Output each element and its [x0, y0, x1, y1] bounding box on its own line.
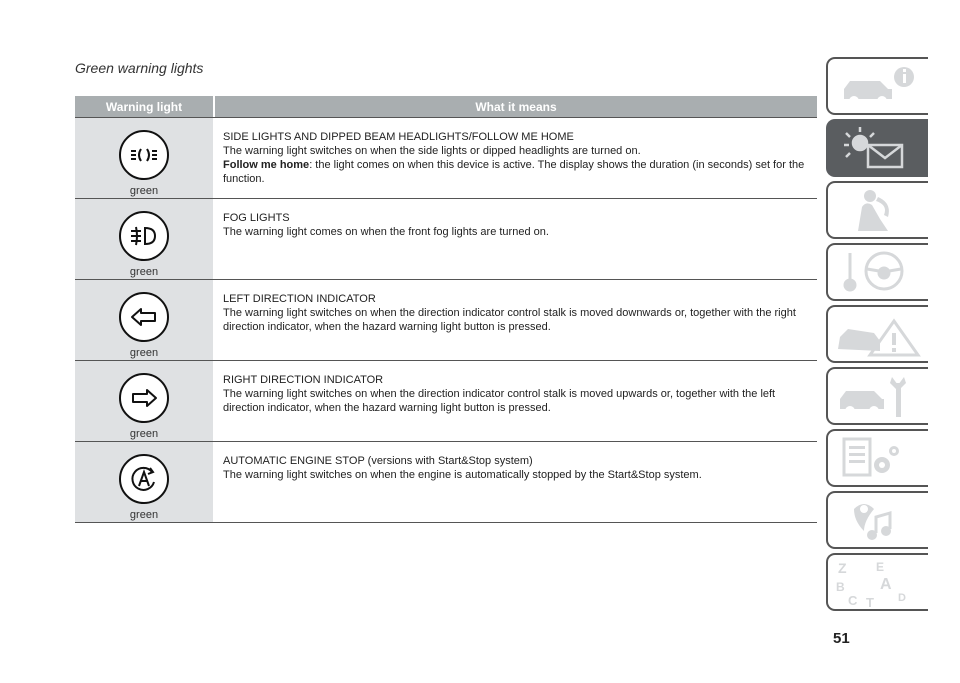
color-label: green [129, 266, 159, 278]
section-title: Green warning lights [75, 60, 204, 76]
multimedia-icon [834, 497, 924, 545]
side-lights-icon [119, 130, 169, 180]
warning-light-cell [75, 118, 213, 198]
safety-seat-icon [834, 187, 924, 235]
row-text: The warning light switches on when the direction indicator control stalk is moved downwards or, together with the right direction indicator, when the hazard warning light button is pressed. [223, 307, 796, 333]
warning-light-cell [75, 361, 213, 441]
warning-lights-table [75, 96, 817, 523]
auto-stop-icon [119, 454, 169, 504]
description-cell [213, 361, 817, 441]
table-row [75, 442, 817, 523]
svg-text:B: B [836, 580, 845, 594]
car-maintenance-icon [834, 373, 924, 421]
car-emergency-icon [834, 311, 924, 359]
tab-warning-lights[interactable] [826, 119, 928, 177]
svg-text:E: E [876, 560, 885, 574]
car-info-icon [834, 63, 924, 111]
table-row [75, 117, 817, 199]
technical-data-icon [834, 435, 924, 483]
tab-safety[interactable] [826, 181, 928, 239]
svg-text:Z: Z [838, 560, 847, 576]
color-label: green [129, 428, 159, 440]
row-title: FOG LIGHTS [223, 212, 290, 224]
warning-light-cell [75, 442, 213, 522]
fog-lights-icon [119, 211, 169, 261]
table-row [75, 280, 817, 361]
warning-light-cell [75, 280, 213, 360]
description-cell [213, 280, 817, 360]
warning-light-message-icon [834, 125, 924, 173]
key-steering-wheel-icon [834, 249, 924, 297]
row-text: The warning light switches on when the side lights or dipped headlights are turned on. [223, 145, 641, 157]
row-bold-term: Follow me home [223, 159, 310, 171]
table-row [75, 199, 817, 280]
svg-text:A: A [880, 576, 892, 593]
svg-text:D: D [898, 592, 906, 604]
header-warning-light: Warning light [75, 96, 215, 117]
row-title: RIGHT DIRECTION INDICATOR [223, 374, 384, 386]
index-icon [834, 559, 924, 607]
color-label: green [129, 509, 159, 521]
svg-text:T: T [866, 595, 874, 607]
tab-maintenance[interactable] [826, 367, 928, 425]
table-row [75, 361, 817, 442]
left-arrow-icon [119, 292, 169, 342]
table-header [75, 96, 817, 117]
svg-text:C: C [848, 593, 858, 607]
tab-index[interactable] [826, 553, 928, 611]
header-what-it-means: What it means [475, 99, 557, 114]
color-label: green [129, 185, 159, 197]
page-number: 51 [833, 630, 850, 647]
warning-light-cell [75, 199, 213, 279]
tab-multimedia[interactable] [826, 491, 928, 549]
row-text: The warning light switches on when the direction indicator control stalk is moved upwards or, together with the left direction indicator, when the hazard warning light button is pressed. [223, 388, 776, 414]
row-text: The warning light switches on when the engine is automatically stopped by the Start&Stop system. [223, 469, 702, 481]
description-cell [213, 442, 817, 522]
tab-technical-data[interactable] [826, 429, 928, 487]
row-extra-text: : the light comes on when this device is active. The display shows the duration (in seconds) set for the function. [223, 159, 805, 185]
row-title: LEFT DIRECTION INDICATOR [223, 293, 376, 305]
row-title: SIDE LIGHTS AND DIPPED BEAM HEADLIGHTS/FOLLOW ME HOME [223, 131, 574, 143]
right-arrow-icon [119, 373, 169, 423]
description-cell [213, 199, 817, 279]
color-label: green [129, 347, 159, 359]
description-cell [213, 118, 817, 198]
row-title: AUTOMATIC ENGINE STOP (versions with Start&Stop system) [223, 455, 533, 467]
tab-starting-driving[interactable] [826, 243, 928, 301]
row-text: The warning light comes on when the front fog lights are turned on. [223, 226, 549, 238]
chapter-tabs [826, 57, 928, 615]
tab-car-info[interactable] [826, 57, 928, 115]
tab-emergency[interactable] [826, 305, 928, 363]
row-extra-paragraph [223, 158, 817, 186]
